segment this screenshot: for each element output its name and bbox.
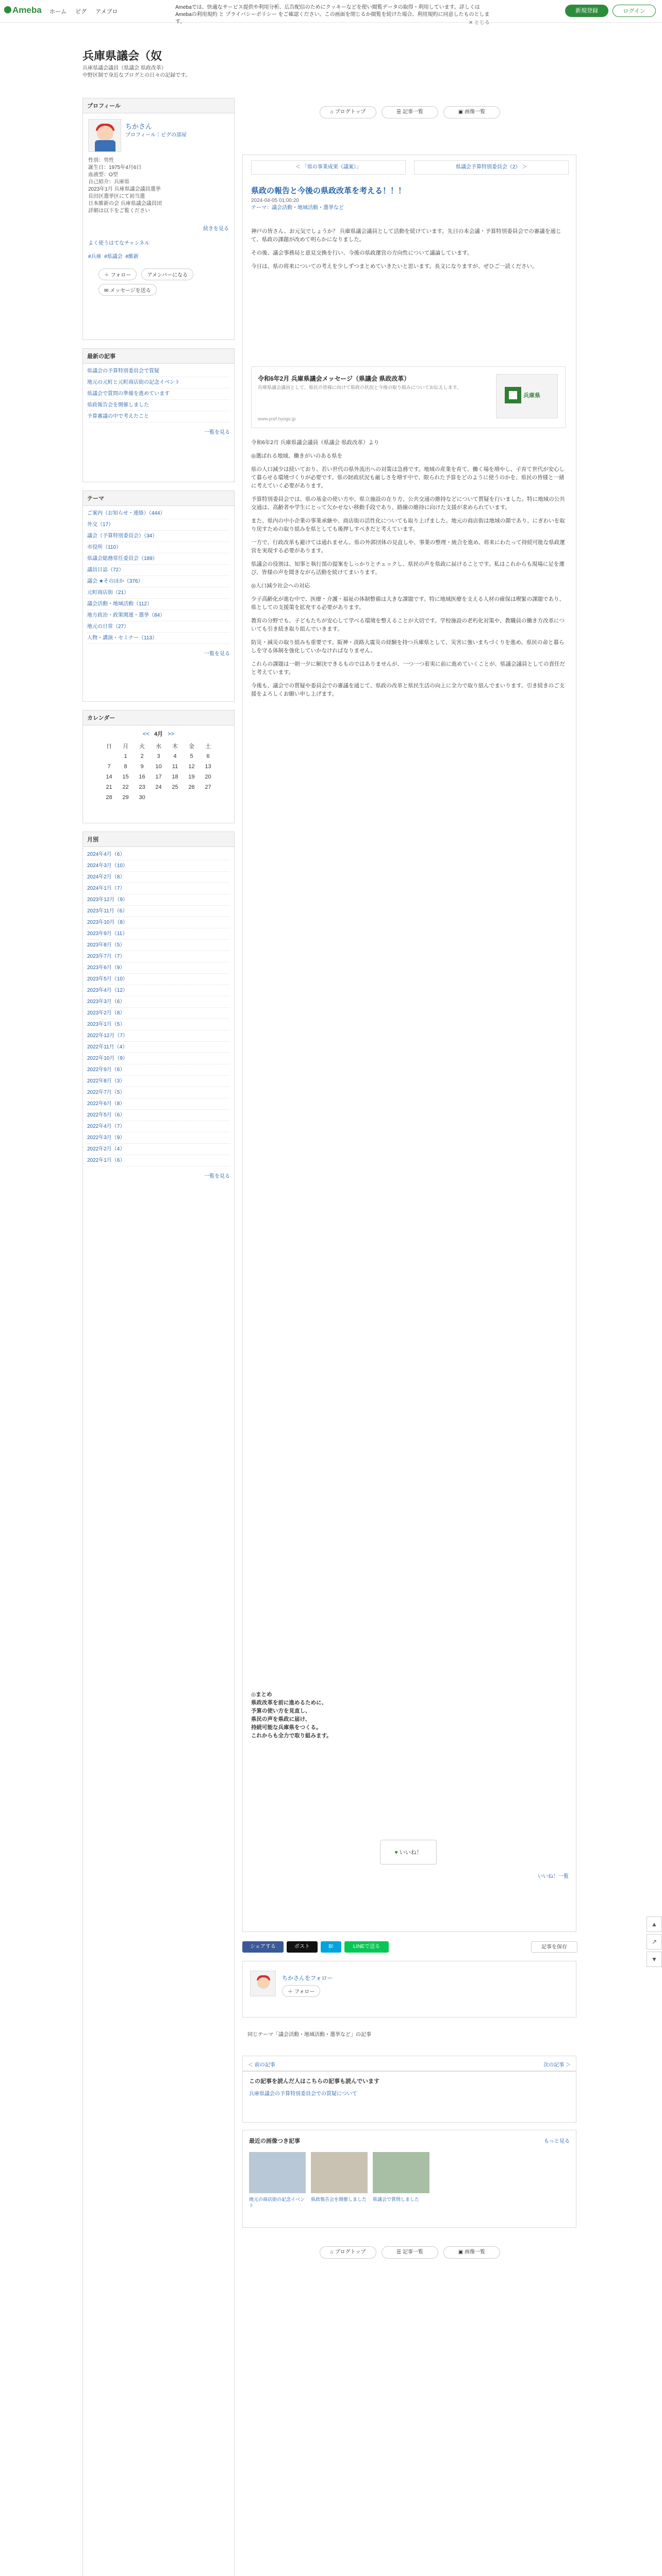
archive-box	[82, 832, 235, 2576]
weekday-label: 日	[106, 743, 112, 750]
profile-guide-link[interactable]: よく使うはてなチャンネル	[88, 241, 150, 246]
calendar-day	[151, 792, 167, 803]
archive-item[interactable]: 2024年3月（10）	[87, 860, 230, 872]
link-card-logo-text: 兵庫県	[523, 393, 540, 399]
calendar-day[interactable]: 18	[172, 774, 178, 780]
x-post-button[interactable]: ポスト	[287, 1941, 318, 1953]
recent-posts-heading: 最新の記事	[83, 349, 234, 364]
archive-list	[83, 847, 234, 1168]
article-paragraph: 教育の分野でも、子どもたちが安心して学べる環境を整えることが大切です。学校施設の老朽化対策や、教職員の働き方改革についても引き続き取り組んでいきます。	[251, 618, 565, 632]
related-articles-box	[242, 2071, 576, 2123]
next-post-link[interactable]: 次の記事 ＞	[543, 2062, 571, 2068]
link-card[interactable]	[251, 366, 566, 428]
themes-heading: テーマ	[83, 491, 234, 506]
author-follow-button[interactable]: ＋ フォロー	[282, 1985, 320, 1997]
link-card-summary: 兵庫県議会議員として、県民の皆様に向けて県政の状況と今後の取り組みについてお伝えします。	[258, 385, 461, 390]
recent-images-more-link[interactable]: もっと見る	[544, 2139, 570, 2144]
calendar-day[interactable]: 8	[124, 764, 127, 770]
blog-top-button[interactable]: ⌂ ブログトップ	[320, 106, 376, 118]
list-icon: ☰	[396, 109, 402, 115]
article-summary	[251, 1690, 566, 1740]
calendar-day[interactable]: 10	[155, 764, 162, 770]
calendar-day[interactable]: 16	[139, 774, 145, 780]
message-button[interactable]: ✉ メッセージを送る	[98, 284, 157, 296]
theme-item[interactable]: 議会 ★そのほか（376）	[87, 576, 230, 587]
recent-image-caption[interactable]: 県議会で質問しました	[373, 2197, 420, 2202]
calendar-day[interactable]: 25	[172, 784, 178, 790]
link-card-url: www.pref.hyogo.jp	[258, 416, 296, 421]
article-paragraph: 予算特別委員会では、県の基金の使い方や、県立施設の在り方、公共交通の維持などについて質疑を行いました。特に地域の公共交通は、高齢者や学生にとって欠かせない移動手段であり、路線の維持に向けた支援が求められています。	[251, 496, 565, 511]
article-paragraph: 一方で、行政改革も避けては通れません。県の外郭団体の見直しや、事業の整理・統合を進め、将来にわたって持続可能な県政運営を実現する必要があります。	[251, 539, 565, 554]
recent-posts-box	[82, 348, 235, 482]
calendar-day[interactable]: 23	[139, 784, 145, 790]
next-article-link[interactable]: 県議会予算特別委員会（2） ＞	[414, 160, 569, 175]
article	[242, 155, 576, 1932]
article-paragraph: 少子高齢化が進む中で、医療・介護・福祉の体制整備は大きな課題です。特に地域医療を支える人材の確保は喫緊の課題であり、県としての支援策を拡充する必要があります。	[251, 596, 565, 611]
theme-item[interactable]: 市役所（110）	[87, 542, 230, 553]
theme-item[interactable]: 県議会総務常任委員会（189）	[87, 553, 230, 565]
message-row	[98, 284, 157, 296]
theme-item[interactable]: 地方政治・政策関連・選挙（84）	[87, 610, 230, 621]
article-paragraph: 今日は、県の将来についての考えを少しずつまとめていきたいと思います。長文になりますが、ぜひご一読ください。	[251, 263, 538, 269]
weekday-label: 木	[172, 743, 178, 750]
article-summary-line: 予算の使い方を見直し、	[251, 1708, 311, 1714]
archive-item[interactable]: 2022年7月（5）	[87, 1087, 230, 1098]
home-icon: ⌂	[330, 109, 334, 115]
avatar[interactable]	[88, 119, 121, 152]
archive-item[interactable]: 2023年3月（6）	[87, 996, 230, 1008]
archive-item[interactable]: 2024年2月（8）	[87, 872, 230, 883]
recent-post-item[interactable]: 地元の元町と元町商店街の記念イベント	[87, 377, 230, 388]
recent-posts-list	[83, 364, 234, 425]
scroll-top-icon[interactable]: ▲	[647, 1917, 662, 1932]
profile-tag[interactable]: #県議会	[104, 254, 123, 260]
weekday-label: 月	[123, 743, 128, 750]
calendar-heading: カレンダー	[83, 710, 234, 725]
articles-button-bottom[interactable]: ☰ 記事一覧	[382, 2246, 438, 2259]
nav-ameblo[interactable]: アメブロ	[95, 9, 118, 15]
article-paragraph: 神戸の皆さん、お元気でしょうか？ 兵庫県議会議員として活動を続けています。先日の本会議・予算特別委員会での審議を通じて、県政の課題が改めて明らかになりました。	[251, 228, 561, 243]
calendar-day[interactable]: 2	[140, 753, 144, 759]
recent-images-box	[242, 2130, 576, 2228]
calendar-day[interactable]: 21	[106, 784, 112, 790]
profile-actions	[98, 268, 193, 280]
archive-item[interactable]: 2023年4月（12）	[87, 985, 230, 996]
global-header	[0, 0, 662, 26]
home-icon: ⌂	[330, 2249, 334, 2255]
heart-icon: ♥	[394, 1850, 398, 1856]
archive-item[interactable]: 2022年1月（6）	[87, 1155, 230, 1166]
weekday-label: 金	[189, 743, 194, 750]
profile-heading: プロフィール	[83, 98, 234, 113]
nav-home[interactable]: ホーム	[49, 9, 67, 15]
archive-heading: 月別	[83, 832, 234, 847]
archive-more-link[interactable]: 一覧を見る	[204, 1174, 230, 1179]
hatena-bookmark-button[interactable]: B!	[321, 1941, 341, 1953]
calendar-month-nav	[83, 725, 234, 738]
profile-name[interactable]: ちかさん	[125, 123, 153, 130]
article-theme[interactable]: テーマ：議会活動・地域活動・選挙など	[251, 205, 344, 211]
article-paragraph: また、県内の中小企業の事業承継や、商店街の活性化についても取り上げました。地元の商店街は地域の顔であり、にぎわいを取り戻すための取り組みを県としても後押しすべきだと考えています。	[251, 518, 565, 532]
archive-item[interactable]: 2023年12月（9）	[87, 894, 230, 906]
recent-image-thumb[interactable]	[311, 2152, 368, 2193]
link-card-thumbnail	[496, 374, 558, 418]
calendar-day[interactable]: 28	[106, 794, 112, 801]
related-heading: この記事を読んだ人はこちらの記事も読んでいます	[249, 2078, 379, 2084]
themes-box	[82, 490, 235, 702]
prev-article-link[interactable]: ＜ 「県の事業成果（議案）」	[251, 160, 406, 175]
calendar-day[interactable]: 26	[188, 784, 195, 790]
archive-item[interactable]: 2023年2月（8）	[87, 1008, 230, 1019]
hyogo-emblem-icon	[505, 387, 521, 403]
calendar-day	[167, 792, 184, 803]
article-intro	[251, 227, 566, 276]
article-pager	[251, 160, 569, 175]
recent-image-thumb[interactable]	[373, 2152, 429, 2193]
profile-box	[82, 98, 235, 340]
recent-posts-more-link[interactable]: 一覧を見る	[204, 430, 230, 435]
profile-info: 性別：男性 誕生日：1975年4月6日 血液型：O型 自己紹介：兵庫県 2023年1月 兵庫県議会議員選挙 長田区選挙区にて初当選 日本維新の会 兵庫県議会議員団 詳細は以下をご覧ください	[88, 158, 162, 214]
calendar-day[interactable]: 3	[157, 753, 160, 759]
like-area	[251, 1840, 569, 1886]
scroll-bottom-icon[interactable]: ▼	[647, 1952, 662, 1967]
themes-more-link[interactable]: 一覧を見る	[204, 651, 230, 657]
archive-item[interactable]: 2022年11月（4）	[87, 1042, 230, 1053]
image-icon: ▣	[458, 109, 464, 115]
theme-item[interactable]: 人物・講演・セミナー（113）	[87, 633, 230, 644]
cookie-notice: Amebaでは、快適なサービス提供や利用分析、広告配信のためにクッキーなどを使い閲覧データの取得・利用しています。詳しくは Amebaの利用規約 と プライバシーポリシー をご確認ください。この画面を閉じるか閲覧を続けた場合、利用規約に同意したものとします。 ✕ とじる	[175, 5, 490, 26]
like-button[interactable]: ♥ いいね！	[380, 1840, 437, 1865]
author-avatar[interactable]	[250, 1971, 276, 1996]
author-follow-actions	[282, 1985, 320, 1997]
article-date: 2024-04-05 01:00:20	[251, 198, 299, 204]
archive-item[interactable]: 2023年10月（8）	[87, 917, 230, 928]
profile-link[interactable]: プロフィール｜ピグの部屋	[125, 132, 187, 138]
calendar-day[interactable]: 30	[139, 794, 145, 801]
prev-next-nav	[242, 2056, 576, 2071]
calendar-day[interactable]: 13	[205, 764, 211, 770]
recent-images-heading: 最近の画像つき記事	[249, 2138, 300, 2144]
archive-item[interactable]: 2022年4月（7）	[87, 1121, 230, 1132]
calendar-day[interactable]: 24	[155, 784, 162, 790]
archive-item[interactable]: 2023年11月（6）	[87, 906, 230, 917]
profile-more-link[interactable]: 続きを見る	[203, 226, 229, 232]
close-notice-button[interactable]: ✕ とじる	[468, 20, 490, 26]
calendar-box	[82, 710, 235, 823]
calendar-table	[101, 741, 217, 803]
recent-image-caption[interactable]: 地元の商店街の記念イベント	[249, 2197, 305, 2208]
archive-item[interactable]: 2023年1月（5）	[87, 1019, 230, 1030]
archive-item[interactable]: 2022年9月（6）	[87, 1064, 230, 1076]
article-paragraph: ◎人口減少社会への対応	[251, 583, 310, 589]
theme-item[interactable]: 元町商店街（21）	[87, 587, 230, 599]
article-paragraph: 今後も、議会での質疑や委員会での審議を通じて、県政の改革と県民生活の向上に全力で取り組んでまいります。引き続きのご支援をよろしくお願い申し上げます。	[251, 683, 565, 697]
calendar-day[interactable]: 5	[190, 753, 193, 759]
prev-post-link[interactable]: ＜ 前の記事	[248, 2062, 275, 2068]
calendar-day[interactable]: 7	[107, 764, 111, 770]
article-meta	[251, 197, 344, 212]
article-summary-line: これからも全力で取り組みます。	[251, 1733, 332, 1739]
archive-item[interactable]: 2023年9月（11）	[87, 928, 230, 940]
calendar-day	[200, 792, 217, 803]
theme-item[interactable]: 議会（予算特別委員会）（34）	[87, 531, 230, 542]
calendar-day[interactable]: 1	[124, 753, 127, 759]
recent-post-item[interactable]: 県議会で質問の準備を進めています	[87, 388, 230, 400]
archive-item[interactable]: 2022年5月（6）	[87, 1110, 230, 1121]
image-icon: ▣	[458, 2249, 464, 2255]
avatar-face	[97, 126, 113, 141]
profile-tag[interactable]: #維新	[125, 254, 139, 260]
global-nav	[49, 7, 125, 15]
images-button[interactable]: ▣ 画像一覧	[443, 106, 500, 118]
theme-item[interactable]: 議会活動・地域活動（112）	[87, 599, 230, 610]
calendar-day	[101, 751, 118, 761]
archive-item[interactable]: 2023年6月（9）	[87, 962, 230, 974]
related-item[interactable]: 兵庫県議会の予算特別委員会での質疑について	[249, 2091, 357, 2097]
archive-item[interactable]: 2024年4月（6）	[87, 849, 230, 860]
calendar-day[interactable]: 27	[205, 784, 211, 790]
article-summary-line: ◎まとめ	[251, 1691, 272, 1698]
calendar-next-link[interactable]: >>	[168, 731, 175, 737]
themes-list	[83, 506, 234, 646]
archive-item[interactable]: 2022年2月（4）	[87, 1144, 230, 1155]
archive-item[interactable]: 2022年8月（3）	[87, 1076, 230, 1087]
article-paragraph: 県の人口減少は続いており、若い世代の県外流出への対策は急務です。地域の産業を育て、働く場を増やし、子育て世代が安心して暮らせる環境づくりが必要です。県の財政状況も厳しさを増す中で、限られた予算をどのように使うのかを、県民の皆様と一緒に考えていく必要があります。	[251, 466, 565, 489]
avatar-body	[95, 140, 115, 151]
recent-post-item[interactable]: 県議会の予算特別委員会で質疑	[87, 366, 230, 377]
blog-top-button-bottom[interactable]: ⌂ ブログトップ	[320, 2246, 376, 2259]
article-paragraph: ◎選ばれる地域、働きがいのある県を	[251, 453, 343, 459]
images-button-bottom[interactable]: ▣ 画像一覧	[443, 2246, 500, 2259]
calendar-day[interactable]: 6	[206, 753, 210, 759]
article-paragraph: その後、議会事務局と意見交換を行い、今後の県政運営の方向性について議論しています。	[251, 250, 473, 256]
article-paragraph: 防災・減災の取り組みも重要です。阪神・淡路大震災の経験を持つ兵庫県として、災害に強いまちづくりを進め、県民の命と暮らしを守る体制を強化していかなければなりません。	[251, 639, 565, 654]
archive-item[interactable]: 2022年3月（9）	[87, 1132, 230, 1144]
login-button[interactable]: ログイン	[613, 5, 656, 17]
article-summary-line: 県民の声を県政に届け、	[251, 1716, 311, 1722]
register-button[interactable]: 新規登録	[565, 5, 608, 17]
theme-item[interactable]: 外交（17）	[87, 519, 230, 531]
save-article-button[interactable]: 記事を保存	[531, 1941, 577, 1953]
amember-button[interactable]: アメンバーになる	[141, 268, 193, 280]
follow-button[interactable]: ＋ フォロー	[98, 268, 137, 280]
archive-item[interactable]: 2023年8月（5）	[87, 940, 230, 951]
blog-title[interactable]: 兵庫県議会（奴	[82, 49, 162, 62]
link-card-title: 令和6年2月 兵庫県議会メッセージ（県議会 県政改革）	[258, 375, 410, 382]
calendar-month: 4月	[154, 731, 163, 737]
calendar-prev-link[interactable]: <<	[142, 731, 150, 737]
ameba-logo[interactable]: Ameba	[4, 5, 42, 15]
calendar-day[interactable]: 14	[106, 774, 112, 780]
calendar-day[interactable]: 4	[173, 753, 177, 759]
theme-item[interactable]: 議員日誌（72）	[87, 565, 230, 576]
archive-item[interactable]: 2023年5月（10）	[87, 974, 230, 985]
calendar-day[interactable]: 20	[205, 774, 211, 780]
recent-image-caption[interactable]: 県政報告会を開催しました	[311, 2197, 367, 2202]
article-paragraph: 令和6年2月 兵庫県議会議員（県議会 県政改革）より	[251, 439, 379, 446]
calendar-day[interactable]: 29	[122, 794, 129, 801]
calendar-day[interactable]: 9	[140, 764, 144, 770]
article-body	[251, 438, 566, 703]
archive-item[interactable]: 2024年1月（7）	[87, 883, 230, 894]
weekday-label: 土	[205, 743, 211, 750]
calendar-day	[184, 792, 200, 803]
calendar-day[interactable]: 17	[155, 774, 162, 780]
calendar-day[interactable]: 12	[188, 764, 195, 770]
share-icon[interactable]: ↗	[647, 1934, 662, 1950]
profile-tag[interactable]: #兵庫	[88, 254, 102, 260]
archive-item[interactable]: 2023年7月（7）	[87, 951, 230, 962]
profile-tags	[88, 252, 139, 260]
calendar-day[interactable]: 11	[172, 764, 178, 770]
articles-button[interactable]: ☰ 記事一覧	[382, 106, 438, 118]
theme-item[interactable]: ご案内（お知らせ・連絡）（444）	[87, 508, 230, 519]
floating-tools	[647, 1917, 662, 1969]
same-theme-heading[interactable]: 同じテーマ「議会活動・地域活動・選挙など」の記事	[247, 2032, 371, 2038]
archive-item[interactable]: 2022年12月（7）	[87, 1030, 230, 1042]
archive-item[interactable]: 2022年6月（8）	[87, 1098, 230, 1110]
ameba-logo-icon	[4, 6, 11, 13]
article-paragraph: これらの課題は一朝一夕に解決できるものではありませんが、一つ一つ着実に前に進めていくことが、県議会議員としての責任だと考えています。	[251, 661, 565, 675]
list-icon: ☰	[396, 2249, 402, 2255]
recent-image-thumb[interactable]	[249, 2152, 306, 2193]
blog-description: 兵庫県議会議員（県議会 県政改革） 中野区制で身近なブログとの日々の記録です。	[82, 65, 191, 78]
like-list-link[interactable]: いいね！一覧	[538, 1874, 569, 1879]
calendar-day[interactable]: 22	[122, 784, 129, 790]
article-summary-line: 持続可能な兵庫県をつくる。	[251, 1724, 322, 1731]
author-follow-name[interactable]: ちかさんをフォロー	[282, 1975, 333, 1981]
article-paragraph: 県議会の役割は、知事と執行部の提案をしっかりとチェックし、県民の声を県政に届けることです。私はこれからも現場に足を運び、皆様の声を聞きながら活動を続けてまいります。	[251, 561, 565, 575]
author-follow-box	[242, 1961, 576, 2018]
archive-item[interactable]: 2022年10月（9）	[87, 1053, 230, 1064]
theme-item[interactable]: 地元の日常（27）	[87, 621, 230, 633]
recent-post-item[interactable]: 県政報告会を開催しました	[87, 400, 230, 411]
calendar-day[interactable]: 15	[122, 774, 129, 780]
facebook-share-button[interactable]: シェアする	[242, 1941, 284, 1953]
share-row	[242, 1941, 577, 1954]
article-summary-line: 県政改革を前に進めるために、	[251, 1700, 327, 1706]
line-share-button[interactable]: LINEで送る	[344, 1941, 389, 1953]
recent-post-item[interactable]: 予算審議の中で考えたこと	[87, 411, 230, 422]
nav-pigg[interactable]: ピグ	[75, 9, 87, 15]
calendar-day[interactable]: 19	[188, 774, 195, 780]
weekday-label: 火	[139, 743, 145, 750]
article-title[interactable]: 県政の報告と今後の県政改革を考える！！！	[251, 187, 406, 195]
weekday-label: 水	[156, 743, 161, 750]
